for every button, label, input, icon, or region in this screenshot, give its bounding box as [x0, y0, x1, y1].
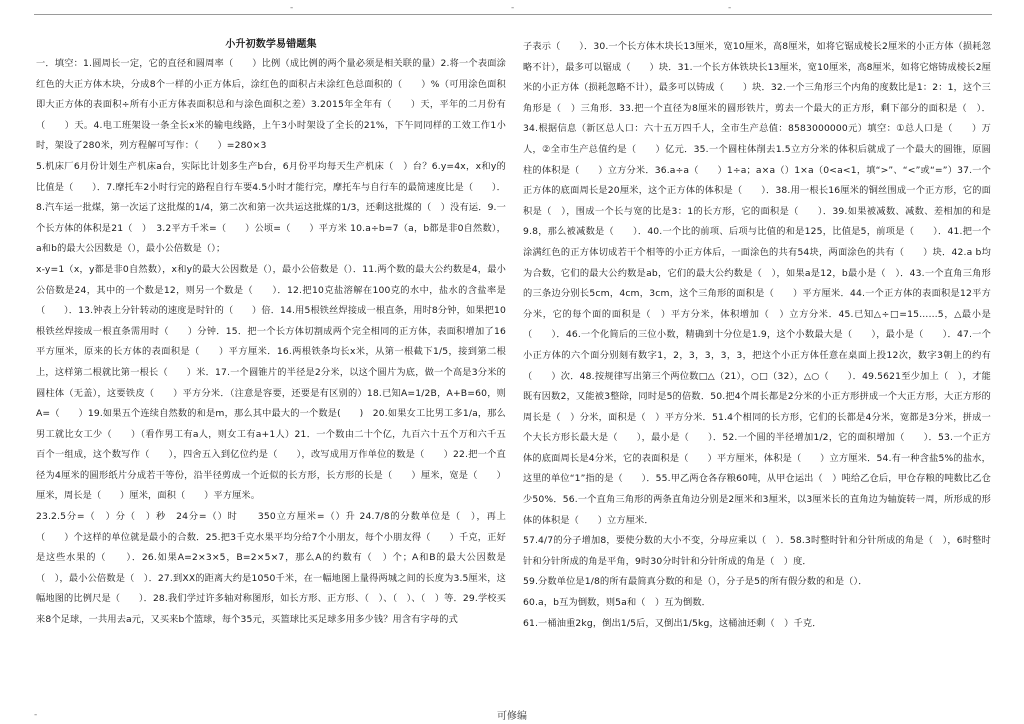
- footer-mark: -: [34, 710, 38, 720]
- question-paragraph: 57.4/7的分子增加8，要使分数的大小不变，分母应乘以（ ）．58.3时整时针和分针所成的角是（ ），6时整时针和分针所成的角是平角，9时30分时针和分针所成的角是（ ）度．: [523, 535, 991, 567]
- question-paragraph: 子表示（ ）．30.一个长方体木块长13厘米，宽10厘米，高8厘米，如将它锯成棱长2厘米的小正方体（损耗忽略不计），最多可以锯成（ ）块．31.一个长方体铁块长13厘米，宽10厘米，高8厘米，如将它熔铸成棱长2厘米的小正方体（损耗忽略不计），最多可以铸成（ ）块．32.一个三角形三个内角的度数比是1：2：1，这个三角形是（ ）三角形．33.把一个直径为8厘米的圆形铁片，剪去一个最大的正方形，剩下部分的面积是（ ）．34.根据信息（新区总人口：六十五万四千人，全市生产总值：8583000000元）填空：①总人口是（ ）万人，②全市生产总值约是（ ）亿元．35.一个圆柱体削去1.5立方分米的体积后就成了一个最大的圆锥，原圆柱的体积是（ ）立方分米．36.a÷a（ ）1÷a；a×a（）1×a（0<a<1，填“>”、“<”或“=”）37.一个正方体的底面周长是20厘米，这个正方体的体积是（ ）．38.用一根长16厘米的铜丝围成一个正方形，它的面积是（ ），围成一个长与宽的比是3：1的长方形，它的面积是（ ）．39.如果被减数、减数、差相加的和是9.8，那么被减数是（ ）．40.一个比的前项、后项与比值的和是125，比值是5，前项是（ ）．41.把一个涂满红色的正方体切成若干个相等的小正方体后，一面涂色的共有54块，两面涂色的共有（ ）块．42.a b均为合数，它们的最大公约数是ab，它们的最大公约数是（ ），如果a是12，b最小是（ ）．43.一个直角三角形的三条边分别长5cm，4cm，3cm，这个三角形的面积是（ ）平方厘米．44.一个正方体的表面积是12平方分米，它的每个面的面积是（ ）平方分米，体积增加（ ）立方分米．45.已知△÷□=15……5，△最小是（ ）．46.一个化简后的三位小数，精确到十分位是1.9，这个小数最大是（ ），最小是（ ）．47.一个小正方体的六个面分别刻有数字1，2，3，3，3，3，把这个小正方体任意在桌面上投12次，数字3朝上的约有（ ）次．48.按规律写出第三个两位数□△（21），○□（32），△○（ ）．49.5621至少加上（ ），才能既有因数2，又能被3整除，同时是5的倍数．50.把4个周长都是2分米的小正方形拼成一个大正方形，大正方形的周长是（ ）分米，面积是（ ）平方分米．51.4个相同的长方形，它们的长都是4分米，宽都是3分米，拼成一个大长方形长最大是（ ），最小是（ ）．52.一个圆的半径增加1/2，它的面积增加（ ）．53.一个正方体的底面周长是4分米，它的表面积是（ ）平方厘米，体积是（ ）立方厘米．54.有一种含盐5%的盐水，这里的单位“1”指的是（ ）．55.甲乙两仓各存粮60吨，从甲仓运出（ ）吨给乙仓后，甲仓存粮的吨数比乙仓少50%．56.一个直角三角形的两条直角边分别是2厘米和3厘米，以3厘米长的直角边为轴旋转一周，所形成的形体的体积是（ ）立方厘米．: [523, 41, 991, 526]
- header-rule: [34, 14, 992, 15]
- question-paragraph: 59.分数单位是1/8的所有最简真分数的和是（），分子是5的所有假分数的和是（）．: [523, 576, 868, 588]
- question-paragraph: 60.a，b互为倒数，则5a和（ ）互为倒数．: [523, 597, 711, 609]
- right-column: [523, 37, 991, 634]
- question-paragraph: x-y=1（x，y都是非0自然数），x和y的最大公因数是（），最小公倍数是（）．11.两个数的最大公约数是4，最小公倍数是24，其中的一个数是12，则另一个数是（ ）．12.把10克盐溶解在100克的水中，盐水的含盐率是（ ）．13.钟表上分针转动的速度是时针的（ ）倍．14.用5根铁丝焊接成一根直条，用时8分钟，如果把10根铁丝焊接成一根直条需用时（ ）分钟．15．把一个长方体切割成两个完全相同的正方体，表面积增加了16平方厘米，原来的长方体的表面积是（ ）平方厘米．16.两根铁条均长x米，从第一根截下1/5，接到第二根上，这样第二根就比第一根长（ ）米．17.一个圆锥片的半径是2分米，以这个圆片为底，做一个高是3分米的圆柱体（无盖），这要铁皮（ ）平方分米．（注意是容要，还要是有区别的）18.已知A=1/2B，A+B=60，则A=（ ）19.如果五个连续自然数的和是m，那么其中最大的一个数是( ) 20.如果女工比男工多1/a，那么男工就比女工少（ ）（看作男工有a人，则女工有a+1人）21．一个数由二十个亿，九百六十五个万和六千五百个一组成，这个数写作（ ），四舍五入到亿位约是（ ），改写成用万作单位的数是（ ）22.把一个直径为4厘米的圆形纸片分成若干等份，沿半径剪成一个近似的长方形，长方形的长是（ ）厘米，宽是（ ）厘米，周长是（ ）厘米，面积（ ）平方厘米。: [36, 263, 506, 502]
- question-paragraph: 23.2.5分=（ ）分（ ）秒 24分=（）时 350立方厘米=（）升 24.7/8的分数单位是（ ），再上（ ）个这样的单位就是最小的合数．25.把3千克水果平均分给7个小朋友，每个小朋友得（ ）千克，正好是这些水果的（ ）．26.如果A=2×3×5，B=2×5×7，那么A的约数有（ ）个；A和B的最大公因数是（ ），最小公倍数是（ ）．27.到XX的距离大约是1050千米，在一幅地图上量得两城之间的长度为3.5厘米，这幅地图的比例尺是（ ）．28.我们学过许多轴对称图形，如长方形、正方形、（ ）、（ ）、（ ）等．29.学校买来8个足球，一共用去a元，又买来b个篮球，每个35元，买篮球比买足球多用多少钱？用含有字母的式: [36, 511, 506, 626]
- header-mark: -: [511, 3, 515, 13]
- document-title: 小升初数学易错题集: [225, 39, 317, 50]
- question-paragraph: 5.机床厂6月份计划生产机床a台，实际比计划多生产b台，6月份平均每天生产机床（ ）台？6.y=4x，x和y的比值是（ ）．7.摩托车2小时行完的路程自行车要4.5小时才能行完，摩托车与自行车的最简速度比是（ ）．8.汽车运一批煤，第一次运了这批煤的1/4，第二次和第一次共运这批煤的1/3，还剩这批煤的（ ）没有运．9.一个长方体的体积是21（ ） 3.2平方千米=（ ）公顷=（ ）平方米 10.a÷b=7（a，b都是非0自然数），a和b的最大公因数是（），最小公倍数是（）；: [36, 160, 506, 255]
- header-mark: -: [728, 3, 732, 13]
- page-footer: 可修编: [497, 711, 527, 722]
- question-paragraph: 一．填空：1.圆周长一定，它的直径和圆周率（ ）比例（成比例的两个量必须是相关联的量）2.将一个表面涂红色的大正方体木块，分成8个一样的小正方体后，涂红色的面积占未涂红色总面积的（ ）%（可用涂色面积即大正方体的表面积÷所有小正方体表面积总和与涂色面积之差）3.2015年全年有（ ）天，平年的二月份有（ ）天。4.电工班架设一条全长x米的输电线路，上午3小时架设了全长的21%，下午同同样的工效工作1小时，架设了280米，列方程解可写作：（ ）=280×3: [36, 58, 506, 152]
- header-mark: -: [290, 3, 294, 13]
- question-paragraph: 61.一桶油重2kg，倒出1/5后，又倒出1/5kg，这桶油还剩（ ）千克．: [523, 617, 822, 629]
- left-column: [36, 38, 506, 631]
